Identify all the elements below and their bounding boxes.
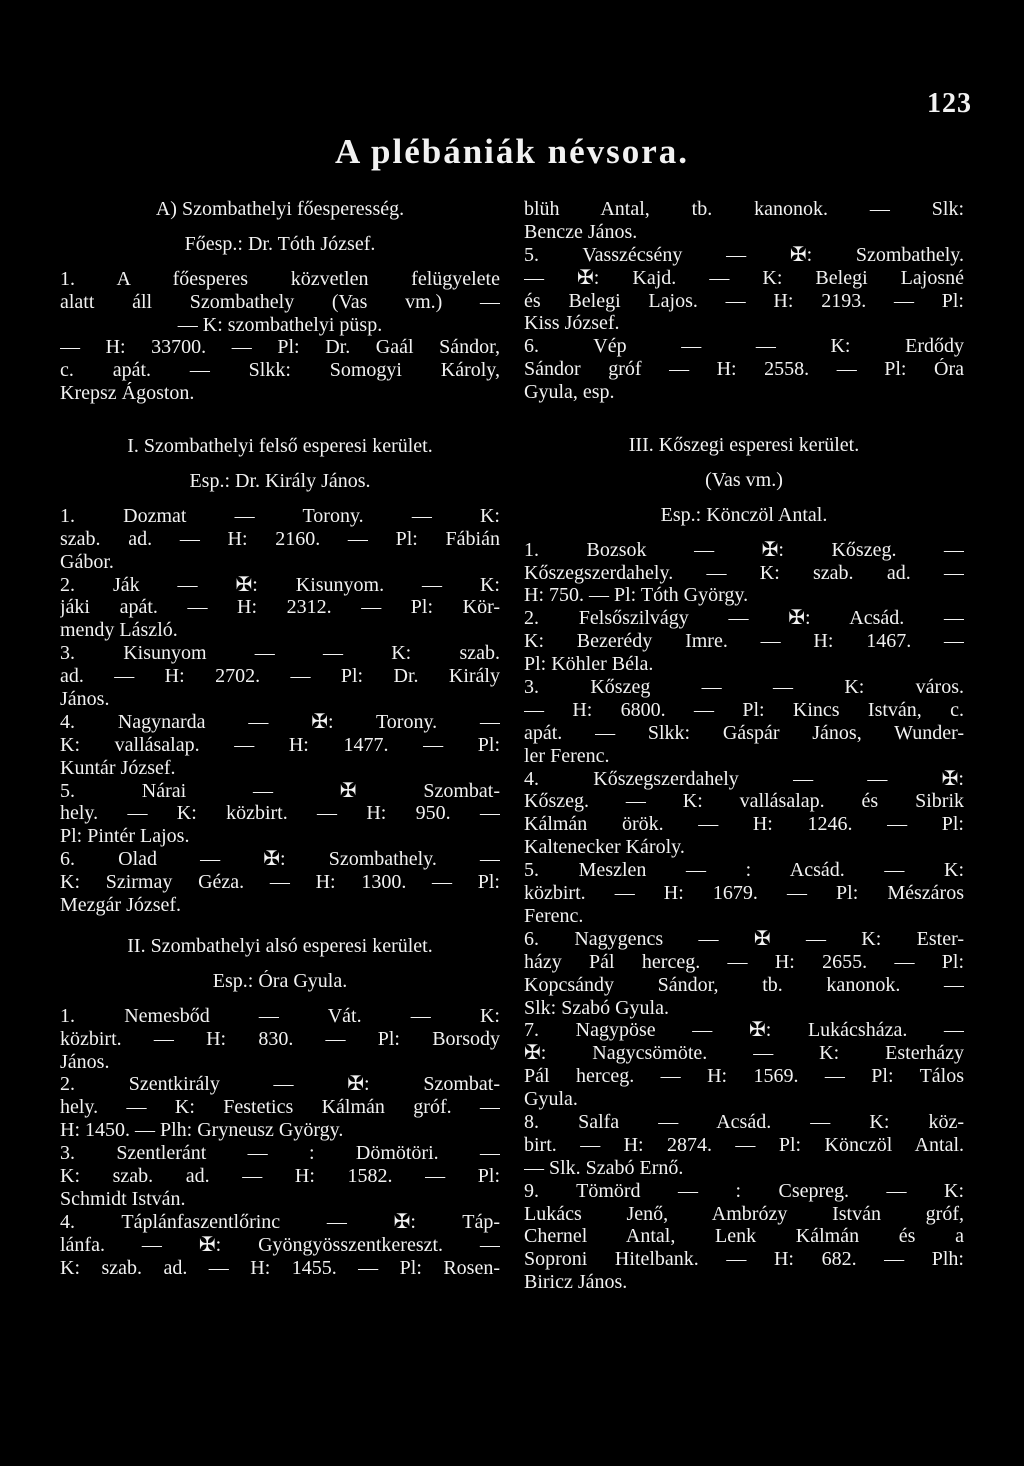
spacer (524, 457, 964, 469)
left-text-line: c. apát. — Slkk: Somogyi Károly, (60, 359, 500, 382)
left-text-line: 1. Dozmat — Torony. — K: (60, 504, 500, 527)
left-text-line: 3. Kisunyom — — K: szab. (60, 642, 500, 665)
right-text-line: apát. — Slkk: Gáspár János, Wunder- (524, 721, 964, 744)
right-text-line: és Belegi Lajos. — H: 2193. — Pl: (524, 289, 964, 312)
left-text-line: szab. ad. — H: 2160. — Pl: Fábián (60, 527, 500, 550)
left-column (60, 198, 500, 1279)
left-text-line: mendy László. (60, 619, 178, 642)
left-text-line: 4. Táplánfaszentlőrinc — ✠: Táp- (60, 1210, 500, 1233)
right-text-line: Kaltenecker Károly. (524, 836, 685, 859)
left-text-line: 6. Olad — ✠: Szombathely. — (60, 848, 500, 871)
left-text-line: Főesp.: Dr. Tóth József. (184, 232, 376, 255)
left-text-line: Mezgár József. (60, 894, 182, 917)
right-text-line: Kopcsándy Sándor, tb. kanonok. — (524, 973, 964, 996)
right-text-line: Kőszegszerdahely. — K: szab. ad. — (524, 561, 964, 584)
right-text-line: 4. Kőszegszerdahely — — ✠: (524, 767, 964, 790)
right-text-line: Soproni Hitelbank. — H: 682. — Plh: (524, 1248, 964, 1271)
left-text-line: K: szab. ad. — H: 1455. — Pl: Rosen- (60, 1256, 500, 1279)
right-text-line: ✠: Nagycsömöte. — K: Esterházy (524, 1042, 964, 1065)
left-text-line: II. Szombathelyi alsó esperesi kerület. (127, 934, 433, 957)
left-text-line: ad. — H: 2702. — Pl: Dr. Király (60, 665, 500, 688)
right-text-line: Bencze János. (524, 220, 638, 243)
page-number: 123 (927, 88, 972, 119)
right-text-line: III. Kőszegi esperesi kerület. (628, 434, 860, 457)
spacer (524, 492, 964, 504)
right-text-line: — H: 6800. — Pl: Kincs István, c. (524, 698, 964, 721)
right-text-line: — ✠: Kajd. — K: Belegi Lajosné (524, 266, 964, 289)
left-text-line: hely. — K: közbirt. — H: 950. — (60, 802, 500, 825)
left-text-line: közbirt. — H: 830. — Pl: Borsody (60, 1027, 500, 1050)
right-text-line: blüh Antal, tb. kanonok. — Slk: (524, 198, 964, 220)
spacer (60, 493, 500, 505)
left-text-line: 2. Ják — ✠: Kisunyom. — K: (60, 573, 500, 596)
left-text-line: János. (60, 688, 110, 711)
right-text-line: 7. Nagypöse — ✠: Lukácsháza. — (524, 1019, 964, 1042)
left-text-line: alatt áll Szombathely (Vas vm.) — (60, 290, 500, 313)
right-text-line: Slk: Szabó Gyula. (524, 996, 669, 1019)
left-text-line: Kuntár József. (60, 756, 176, 779)
right-text-line: 6. Nagygencs — ✠ — K: Ester- (524, 927, 964, 950)
left-text-line: 1. Nemesbőd — Vát. — K: (60, 1004, 500, 1027)
right-text-line: Lukács Jenő, Ambrózy István gróf, (524, 1202, 964, 1225)
right-text-line: Sándor gróf — H: 2558. — Pl: Óra (524, 358, 964, 381)
right-text-line: Chernel Antal, Lenk Kálmán és a (524, 1225, 964, 1248)
left-text-line: K: vallásalap. — H: 1477. — Pl: (60, 733, 500, 756)
left-text-line: Krepsz Ágoston. (60, 382, 195, 405)
left-text-line: 2. Szentkirály — ✠: Szombat- (60, 1073, 500, 1096)
left-text-line: A) Szombathelyi főesperesség. (155, 198, 405, 220)
left-text-line: 1. A főesperes közvetlen felügyelete (60, 267, 500, 290)
right-text-line: Ferenc. (524, 904, 584, 927)
right-text-line: Biricz János. (524, 1271, 628, 1294)
spacer (60, 917, 500, 935)
spacer (60, 256, 500, 268)
right-text-line: közbirt. — H: 1679. — Pl: Mészáros (524, 882, 964, 905)
left-text-line: 3. Szentleránt — : Dömötöri. — (60, 1142, 500, 1165)
right-text-line: Kálmán örök. — H: 1246. — Pl: (524, 813, 964, 836)
right-text-line: Esp.: Könczöl Antal. (660, 503, 828, 526)
left-text-line: K: Szirmay Géza. — H: 1300. — Pl: (60, 871, 500, 894)
right-column (524, 198, 964, 1294)
right-text-line: 9. Tömörd — : Csepreg. — K: (524, 1179, 964, 1202)
right-text-line: házy Pál herceg. — H: 2655. — Pl: (524, 950, 964, 973)
right-text-line: Kőszeg. — K: vallásalap. és Sibrik (524, 790, 964, 813)
right-text-line: Pl: Köhler Béla. (524, 653, 654, 676)
right-text-line: K: Bezerédy Imre. — H: 1467. — (524, 630, 964, 653)
left-text-line: János. (60, 1050, 110, 1073)
spacer (524, 404, 964, 434)
left-text-line: K: szab. ad. — H: 1582. — Pl: (60, 1164, 500, 1187)
left-text-line: Gábor. (60, 550, 114, 573)
left-text-line: hely. — K: Festetics Kálmán gróf. — (60, 1096, 500, 1119)
right-text-line: birt. — H: 2874. — Pl: Könczöl Antal. (524, 1133, 964, 1156)
right-text-line: 5. Vasszécsény — ✠: Szombathely. (524, 243, 964, 266)
left-text-line: H: 1450. — Plh: Gryneusz György. (60, 1119, 344, 1142)
left-text-line: jáki apát. — H: 2312. — Pl: Kör- (60, 596, 500, 619)
right-text-line: (Vas vm.) (705, 468, 783, 491)
right-text-line: 1. Bozsok — ✠: Kőszeg. — (524, 538, 964, 561)
right-text-line: ler Ferenc. (524, 744, 610, 767)
left-text-line: — K: szombathelyi püsp. (177, 313, 383, 336)
right-text-line: H: 750. — Pl: Tóth György. (524, 584, 749, 607)
left-text-line: 5. Nárai — ✠ Szombat- (60, 779, 500, 802)
page-title: A plébániák névsora. (334, 132, 690, 171)
right-text-line: Pál herceg. — H: 1569. — Pl: Tálos (524, 1065, 964, 1088)
spacer (60, 993, 500, 1005)
right-text-line: — Slk. Szabó Ernő. (524, 1156, 684, 1179)
right-text-line: 5. Meszlen — : Acsád. — K: (524, 859, 964, 882)
right-text-line: 3. Kőszeg — — K: város. (524, 676, 964, 699)
left-text-line: — H: 33700. — Pl: Dr. Gaál Sándor, (60, 336, 500, 359)
right-text-line: 8. Salfa — Acsád. — K: köz- (524, 1110, 964, 1133)
left-text-line: Esp.: Óra Gyula. (212, 969, 348, 992)
spacer (60, 405, 500, 435)
spacer (60, 958, 500, 970)
left-text-line: Pl: Pintér Lajos. (60, 825, 190, 848)
left-text-line: Esp.: Dr. Király János. (189, 470, 371, 493)
spacer (60, 458, 500, 470)
right-text-line: Gyula, esp. (524, 381, 615, 404)
right-text-line: Gyula. (524, 1088, 578, 1111)
left-text-line: I. Szombathelyi felső esperesi kerület. (127, 435, 433, 458)
left-text-line: 4. Nagynarda — ✠: Torony. — (60, 710, 500, 733)
left-text-line: lánfa. — ✠: Gyöngyösszentkereszt. — (60, 1233, 500, 1256)
right-text-line: Kiss József. (524, 312, 620, 335)
spacer (524, 527, 964, 539)
right-text-line: 6. Vép — — K: Erdődy (524, 335, 964, 358)
spacer (60, 221, 500, 233)
right-text-line: 2. Felsőszilvágy — ✠: Acsád. — (524, 607, 964, 630)
left-text-line: Schmidt István. (60, 1187, 186, 1210)
